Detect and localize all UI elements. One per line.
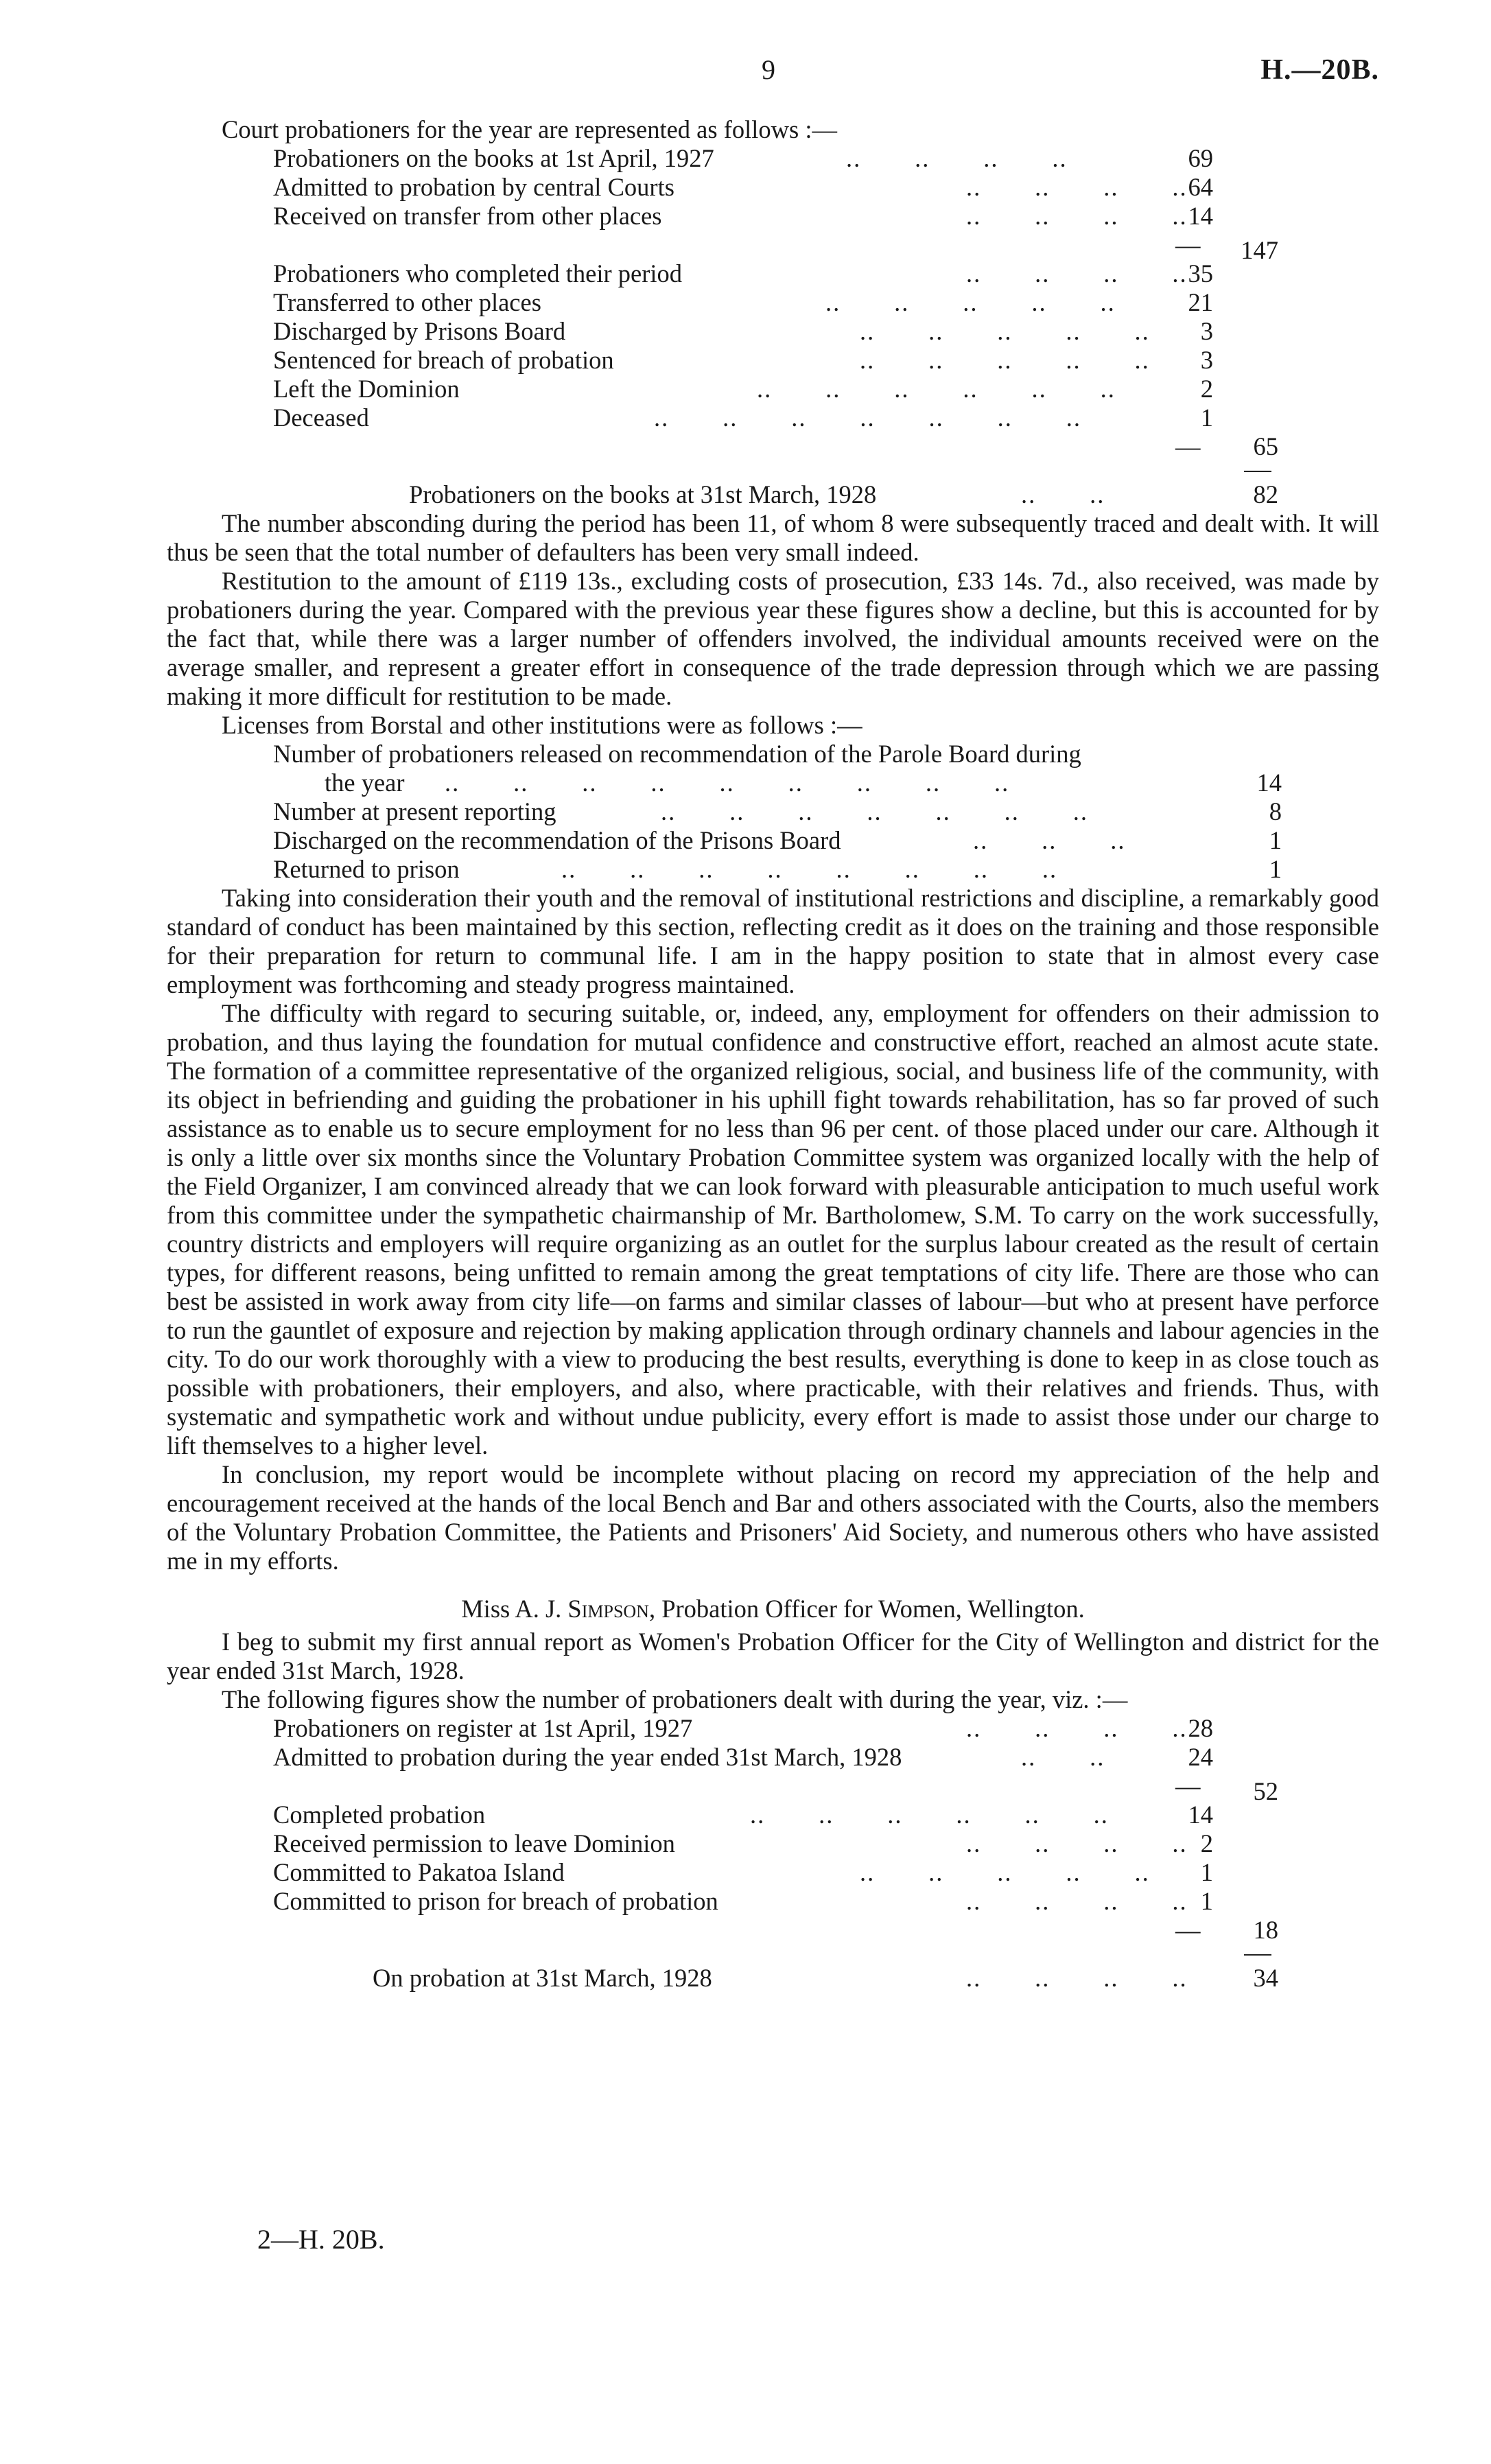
table-row <box>167 1800 1379 1829</box>
row-label: Discharged on the recommendation of the Prisons Board <box>273 826 841 854</box>
additions-total: 52 <box>1253 1777 1278 1805</box>
document-reference: H.—20B. <box>1260 54 1379 86</box>
page-header <box>0 54 1491 95</box>
leader-dots: .. .. .. .. .. .. <box>750 1800 1109 1829</box>
women-section-heading <box>167 1595 1379 1623</box>
page-number: 9 <box>762 54 775 85</box>
closing-total: 34 <box>1253 1964 1278 1992</box>
leader-dots: .. .. .. .. <box>966 202 1188 230</box>
sheet-reference: 2—H. 20B. <box>257 2224 385 2255</box>
table-row <box>167 480 1379 509</box>
row-label: Returned to prison <box>273 855 460 883</box>
row-label: Received permission to leave Dominion <box>273 1829 675 1857</box>
table-row <box>167 1743 1379 1772</box>
table-row <box>167 259 1379 288</box>
leader-dots: .. .. .. .. <box>846 144 1068 172</box>
table-row <box>167 231 1379 264</box>
table-row <box>167 1714 1379 1743</box>
subtotal-dash: — <box>1175 231 1201 259</box>
total-rule-row <box>167 1945 1379 1964</box>
leader-dots: .. .. .. .. .. .. <box>757 375 1116 403</box>
leader-dots: .. .. .. <box>973 826 1126 854</box>
row-label: Transferred to other places <box>273 288 541 316</box>
table-row <box>167 797 1379 826</box>
leader-dots: .. .. .. .. <box>966 1964 1188 1992</box>
leader-dots: .. .. .. .. <box>966 173 1188 201</box>
row-label: Number of probationers released on recommendation of the Parole Board during <box>273 740 1081 768</box>
row-label: Probationers on the books at 31st March, 1928 <box>409 480 877 508</box>
licenses-table <box>167 740 1379 884</box>
women-figures-intro: The following figures show the number of probationers dealt with during the year, viz. :— <box>222 1685 1128 1713</box>
page-content <box>167 115 1379 1993</box>
leader-dots: .. .. .. .. .. <box>860 317 1150 345</box>
row-label: Number at present reporting <box>273 797 556 825</box>
row-label-continued: the year <box>325 768 405 797</box>
row-label: Sentenced for breach of probation <box>273 346 614 374</box>
table-row <box>167 144 1379 173</box>
closing-total: 82 <box>1253 480 1278 508</box>
row-value: 14 <box>1256 768 1282 797</box>
table-row <box>167 826 1379 855</box>
leader-dots: .. .. .. .. <box>966 1829 1188 1857</box>
leader-dots: .. .. .. .. .. .. .. <box>654 403 1081 432</box>
table-row <box>167 855 1379 884</box>
deductions-total: 18 <box>1253 1916 1278 1944</box>
table-row <box>167 1964 1379 1993</box>
row-label: On probation at 31st March, 1928 <box>373 1964 712 1992</box>
row-label: Committed to prison for breach of probation <box>273 1887 718 1915</box>
paragraph-employment: The difficulty with regard to securing suitable, or, indeed, any, employment for offenders on their admission to probation, and thus laying the foundation for mutual confidence and constructive effort, reached an almost acute state. The formation of a committee representative of the organized religious, social, and business life of the community, with its object in befriending and guiding the probationer in his uphill fight towards rehabilitation, has so far proved of such assistance as to enable us to secure employment for no less than 96 per cent. of those placed under our care. Although it is only a little over six months since the Voluntary Probation Committee system was organized locally with the help of the Field Organizer, I am convinced already that we can look forward with pleasurable anticipation to much useful work from this committee under the sympathetic chairmanship of Mr. Bartholomew, S.M. To carry on the work successfully, country districts and employers will require organizing as an outlet for the surplus labour created as the result of certain types, for different reasons, being unfitted to remain among the great temptations of city life. There are those who can best be assisted in work away from city life—on farms and similar classes of labour—but who at present have perforce to run the gauntlet of exposure and rejection by making application through ordinary channels and labour agencies in the city. To do our work thoroughly with a view to producing the best results, everything is done to keep in as close touch as possible with probationers, their employers, and also, where practicable, with their relatives and friends. Thus, with systematic and sympathetic work and without undue publicity, every effort is made to assist those under our charge to lift themselves to a higher level. <box>167 999 1379 1459</box>
row-value: 35 <box>1188 259 1213 288</box>
table-row <box>167 1858 1379 1887</box>
row-label: Probationers who completed their period <box>273 259 683 288</box>
table-row <box>167 1887 1379 1916</box>
row-value: 64 <box>1188 173 1213 201</box>
row-value: 24 <box>1188 1743 1213 1771</box>
row-label: Admitted to probation during the year ended 31st March, 1928 <box>273 1743 902 1771</box>
table-row <box>167 202 1379 231</box>
leader-dots: .. .. .. .. .. .. .. .. <box>561 855 1058 883</box>
leader-dots: .. .. .. .. <box>966 1887 1188 1915</box>
row-value: 8 <box>1269 797 1282 825</box>
leader-dots: .. .. .. .. <box>966 1714 1188 1742</box>
leader-dots: .. .. <box>1021 1743 1105 1771</box>
subtotal-dash: — <box>1175 1916 1201 1944</box>
row-label: Probationers on register at 1st April, 1927 <box>273 1714 693 1742</box>
leader-dots: .. .. .. .. <box>966 259 1188 288</box>
row-label: Received on transfer from other places <box>273 202 662 230</box>
leader-dots: .. .. .. .. .. <box>860 346 1150 374</box>
table-row <box>167 1916 1379 1945</box>
table-row <box>167 432 1379 461</box>
table-row <box>167 768 1379 797</box>
heading-title: , Probation Officer for Women, Wellington. <box>648 1595 1085 1623</box>
leader-dots: .. .. .. .. .. <box>825 288 1116 316</box>
paragraph-absconding: The number absconding during the period has been 11, of whom 8 were subsequently traced and dealt with. It will thus be seen that the total number of defaulters has been very small indeed. <box>167 509 1379 566</box>
row-label: Deceased <box>273 403 369 432</box>
total-rule-row <box>167 461 1379 480</box>
row-label: Discharged by Prisons Board <box>273 317 566 345</box>
row-value: 3 <box>1200 346 1213 374</box>
subtotal-dash: — <box>1175 432 1201 460</box>
paragraph-conduct: Taking into consideration their youth and the removal of institutional restrictions and discipline, a remarkably good standard of conduct has been maintained by this section, reflecting credit as it does on the training and those responsible for their preparation for return to communal life. I am in the happy position to state that in almost every case employment was forthcoming and steady progress maintained. <box>167 884 1379 998</box>
total-rule <box>1244 471 1271 472</box>
row-value: 3 <box>1200 317 1213 345</box>
additions-total: 147 <box>1241 236 1278 264</box>
table-row <box>167 403 1379 432</box>
court-intro: Court probationers for the year are represented as follows :— <box>222 115 837 143</box>
deductions-total: 65 <box>1253 432 1278 460</box>
leader-dots: .. .. .. .. .. <box>860 1858 1150 1886</box>
table-row <box>167 317 1379 346</box>
row-value: 1 <box>1200 1887 1213 1915</box>
table-row <box>167 740 1379 768</box>
paragraph-restitution: Restitution to the amount of £119 13s., excluding costs of prosecution, £33 14s. 7d., also received, was made by probationers during the year. Compared with the previous year these figures show a decline, but this is accounted for by the fact that, while there was a larger number of offenders involved, the individual amounts received were on the average smaller, and represent a greater effort in consequence of the trade depression through which we are passing making it more difficult for restitution to be made. <box>167 567 1379 710</box>
licenses-intro: Licenses from Borstal and other institutions were as follows :— <box>222 711 862 739</box>
row-value: 2 <box>1200 1829 1213 1857</box>
leader-dots: .. .. <box>1021 480 1105 508</box>
leader-dots: .. .. .. .. .. .. .. <box>661 797 1088 825</box>
row-label: Committed to Pakatoa Island <box>273 1858 565 1886</box>
row-value: 69 <box>1188 144 1213 172</box>
total-rule <box>1244 1954 1271 1956</box>
table-row <box>167 1772 1379 1805</box>
table-row <box>167 346 1379 375</box>
paragraph-conclusion: In conclusion, my report would be incomplete without placing on record my appreciation of the help and encouragement received at the hands of the local Bench and Bar and others associated with the Courts, also the members of the Voluntary Probation Committee, the Patients and Prisoners' Aid Society, and numerous others who have assisted me in my efforts. <box>167 1460 1379 1575</box>
leader-dots: .. .. .. .. .. .. .. .. .. <box>445 768 1010 797</box>
row-value: 21 <box>1188 288 1213 316</box>
row-value: 2 <box>1200 375 1213 403</box>
row-value: 1 <box>1200 403 1213 432</box>
row-value: 28 <box>1188 1714 1213 1742</box>
table-row <box>167 1829 1379 1858</box>
row-label: Left the Dominion <box>273 375 460 403</box>
row-value: 1 <box>1269 826 1282 854</box>
women-table <box>167 1714 1379 1993</box>
row-label: Admitted to probation by central Courts <box>273 173 674 201</box>
table-row <box>167 288 1379 317</box>
heading-name: Miss A. J. <box>461 1595 568 1623</box>
court-table <box>167 144 1379 509</box>
row-value: 1 <box>1200 1858 1213 1886</box>
row-label: Completed probation <box>273 1800 486 1829</box>
table-row <box>167 173 1379 202</box>
row-value: 1 <box>1269 855 1282 883</box>
row-label: Probationers on the books at 1st April, 1927 <box>273 144 714 172</box>
paragraph-women-intro: I beg to submit my first annual report as Women's Probation Officer for the City of Wellington and district for the year ended 31st March, 1928. <box>167 1628 1379 1685</box>
subtotal-dash: — <box>1175 1772 1201 1800</box>
row-value: 14 <box>1188 202 1213 230</box>
table-row <box>167 375 1379 403</box>
row-value: 14 <box>1188 1800 1213 1829</box>
heading-surname: Simpson <box>567 1595 649 1623</box>
